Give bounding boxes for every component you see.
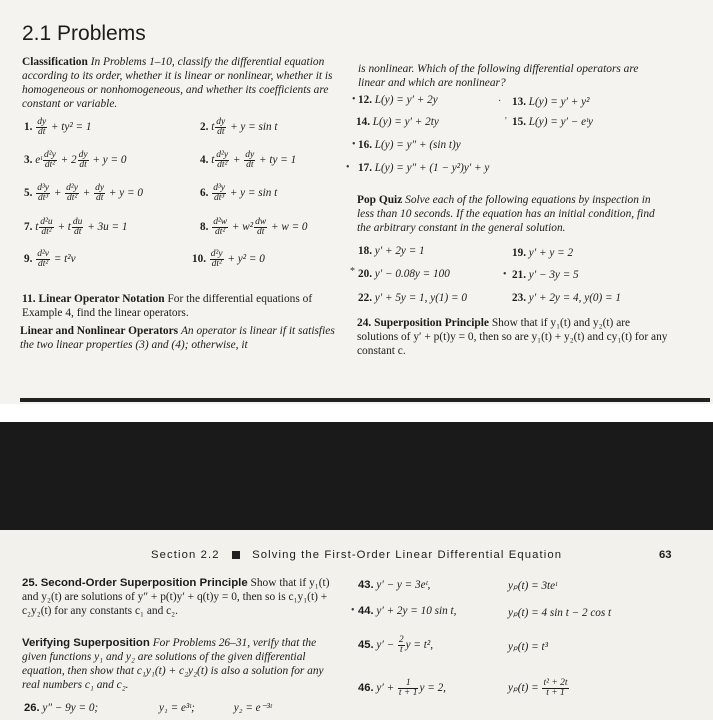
quiz-18: 18. y′ + 2y = 1	[358, 245, 425, 257]
classification-label: Classification	[22, 56, 88, 68]
particular-44: yₚ(t) = 4 sin t − 2 cos t	[508, 607, 612, 619]
problem-7: 7. t $\frac{\text{d²u}}{\text{dt²}}$ + t $\frac{du}{dt}$ + 3u = 1	[24, 217, 128, 237]
operator-12: 12. L(y) = y′ + 2y	[358, 94, 438, 106]
problem-1: 1. $\frac{dy}{dt}$ + ty² = 1	[24, 117, 92, 137]
problem-43: 43. y′ − y = 3eᵗ,	[358, 579, 431, 591]
problem-6: 6. $\frac{\text{d³y}}{\text{dt³}}$ + y = sin t	[200, 183, 278, 203]
page-title: 2.1 Problems	[22, 22, 146, 45]
problem-44: 44. y′ + 2y = 10 sin t,	[358, 605, 457, 617]
problem-10: 10. $\frac{\text{d²y}}{\text{dt²}}$ + y² = 0	[192, 249, 265, 269]
fraction: $\frac{dy}{dt}$	[37, 117, 47, 137]
pop-quiz-paragraph: Pop Quiz Solve each of the following equations by inspection in less than 10 seconds. If the equation has an initial condition, find the arbitrary constant in the general solution.	[357, 194, 655, 234]
linear-operators-paragraph: Linear and Nonlinear Operators An operator is linear if it satisfies the two linear properties (3) and (4); otherwise, it	[20, 325, 335, 351]
particular-43: yₚ(t) = 3teᵗ	[508, 580, 558, 592]
square-bullet-icon	[232, 551, 240, 559]
particular-46: yₚ(t) = $\frac{\text{t² + 2t}}{t + 1}$	[508, 678, 568, 698]
quiz-22: 22. y′ + 5y = 1, y(1) = 0	[358, 292, 467, 304]
problem-2: 2. t $\frac{dy}{dt}$ + y = sin t	[200, 117, 278, 137]
particular-45: yₚ(t) = t³	[508, 641, 548, 653]
page-edge-divider	[20, 398, 710, 402]
operator-16: 16. L(y) = y″ + (sin t)y	[358, 139, 461, 151]
section-header: Section 2.2 Solving the First-Order Linear Differential Equation	[151, 549, 563, 561]
top-page: 2.1 Problems Classification In Problems 1–10, classify the differential equation according to its order, whether it is linear or nonlinear, whether it is homogeneous or nonhomogeneous, and whether its coefficients are constant or variable. 1. $\frac{dy}{dt}$ + ty² = 1 2. t $\frac{dy}{dt}$ + y = sin t 3. eᵗ $\frac{\text{d²y}}{\text{dt²}}$ + 2 $\frac{dy}{dt}$ + y = 0 4. t $\frac{\text{d²y}}{\text{dt²}}$ + $\frac{dy}{dt}$ + ty = 1 5. $\frac{\text{d³y}}{\text{dt³}}$ + $\frac{\text{d²y}}{\text{dt²}}$ + $\frac{dy}{dt}$ + y = 0 6. $\frac{\text{d³y}}{\text{dt³}}$ + y = sin t 7. t $\frac{\text{d²u}}{\text{dt²}}$ + t $\frac{du}{dt}$ + 3u = 1 8. $\frac{\text{d²w}}{\text{dt²}}$ + w² $\frac{dw}{dt}$ + w = 0 9. $\frac{\text{d²v}}{\text{dt²}}$ = t²v 10. $\frac{\text{d²y}}{\text{dt²}}$ + y² = 0 11. Linear Operator Notation For the differential equations of Example 4, find the linear operators. Linear and Nonlinear Operators An operator is linear if it satisfies the two linear properties (3) and (4); otherwise, it is nonlinear. Which of the following differential operators are linear and which are nonlinear? • 12. L(y) = y′ + 2y · 13. L(y) = y′ + y² 14. L(y) = y′ + 2ty ' 15. L(y) = y′ − eᵗy • 16. L(y) = y″ + (sin t)y • 17. L(y) = y″ + (1 − y²)y′ + y Pop Quiz Solve each of the following equations by inspection in less than 10 seconds. If the equation has an initial condition, find the arbitrary constant in the general solution. 18. y′ + 2y = 1 19. y′ + y = 2 * 20. y′ − 0.08y = 100 • 21. y′ − 3y = 5 22. y′ + 5y = 1, y(1) = 0 23. y′ + 2y = 4, y(0) = 1 24. Superposition Principle Show that if y₁(t) and y₂(t) are solutions of y′ + p(t)y = 0, then so are y₁(t) + y₂(t) and cy₁(t) for any constant c.	[0, 0, 713, 404]
quiz-21: 21. y′ − 3y = 5	[512, 269, 579, 281]
problem-46: 46. y′ + $\frac{1}{t + 1}$ y = 2,	[358, 678, 446, 698]
problem-5: 5. $\frac{\text{d³y}}{\text{dt³}}$ + $\frac{\text{d²y}}{\text{dt²}}$ + $\frac{dy}{dt}$ + y = 0	[24, 183, 143, 203]
problem-26: 26. y″ − 9y = 0; y₁ = e³ᵗ; y₂ = e⁻³ᵗ	[24, 702, 272, 714]
problem-45: 45. y′ − $\frac{2}{t}$ y = t²,	[358, 635, 434, 655]
problem-8: 8. $\frac{\text{d²w}}{\text{dt²}}$ + w² $\frac{dw}{dt}$ + w = 0	[200, 217, 308, 237]
quiz-20: 20. y′ − 0.08y = 100	[358, 268, 450, 280]
white-gap	[0, 404, 713, 422]
problem-25: 25. Second-Order Superposition Principle Show that if y₁(t) and y₂(t) are solutions of y″ + p(t)y′ + q(t)y = 0, then so is c₁y₁(t) + c₂y₂(t) for any constants c₁ and c₂.	[22, 577, 330, 617]
right-intro: is nonlinear. Which of the following differential operators are linear and which are nonlinear?	[358, 63, 639, 89]
dark-band	[0, 422, 713, 530]
classification-text: In Problems 1–10, classify the differential equation according to its order, whether it is linear or nonlinear, whether it is homogeneous or nonhomogeneous, and whether its coefficients are constant or variable.	[22, 56, 333, 110]
problem-9: 9. $\frac{\text{d²v}}{\text{dt²}}$ = t²v	[24, 249, 76, 269]
problem-3: 3. eᵗ $\frac{\text{d²y}}{\text{dt²}}$ + 2 $\frac{dy}{dt}$ + y = 0	[24, 150, 127, 170]
page-number: 63	[659, 549, 672, 561]
classification-paragraph	[22, 55, 340, 111]
problem-24: 24. Superposition Principle Show that if y₁(t) and y₂(t) are solutions of y′ + p(t)y = 0, then so are y₁(t) + y₂(t) and cy₁(t) for any constant c.	[357, 317, 668, 357]
verifying-superposition: Verifying Superposition For Problems 26–31, verify that the given functions y₁ and y₂ are solutions of the given differential equation, then show that c₁y₁(t) + c₂y₂(t) is also a solution for any real numbers c₁ and c₂.	[22, 637, 324, 691]
operator-13: 13. L(y) = y′ + y²	[512, 96, 590, 108]
operator-15: 15. L(y) = y′ − eᵗy	[512, 116, 593, 128]
quiz-19: 19. y′ + y = 2	[512, 247, 574, 259]
operator-14: 14. L(y) = y′ + 2ty	[356, 116, 439, 128]
operator-17: 17. L(y) = y″ + (1 − y²)y′ + y	[358, 162, 490, 174]
problem-4: 4. t $\frac{\text{d²y}}{\text{dt²}}$ + $\frac{dy}{dt}$ + ty = 1	[200, 150, 297, 170]
bottom-page: Section 2.2 Solving the First-Order Linear Differential Equation 63 25. Second-Order Superposition Principle Show that if y₁(t) and y₂(t) are solutions of y″ + p(t)y′ + q(t)y = 0, then so is c₁y₁(t) + c₂y₂(t) for any constants c₁ and c₂. Verifying Superposition For Problems 26–31, verify that the given functions y₁ and y₂ are solutions of the given differential equation, then show that c₁y₁(t) + c₂y₂(t) is also a solution for any real numbers c₁ and c₂. 26. y″ − 9y = 0; y₁ = e³ᵗ; y₂ = e⁻³ᵗ 43. y′ − y = 3eᵗ, yₚ(t) = 3teᵗ • 44. y′ + 2y = 10 sin t, yₚ(t) = 4 sin t − 2 cos t 45. y′ − $\frac{2}{t}$ y = t², yₚ(t) = t³ 46. y′ + $\frac{1}{t + 1}$ y = 2, yₚ(t) = $\frac{\text{t² + 2t}}{t + 1}$	[0, 530, 713, 720]
quiz-23: 23. y′ + 2y = 4, y(0) = 1	[512, 292, 621, 304]
problem-11: 11. Linear Operator Notation For the differential equations of Example 4, find the linear operators.	[22, 293, 313, 319]
